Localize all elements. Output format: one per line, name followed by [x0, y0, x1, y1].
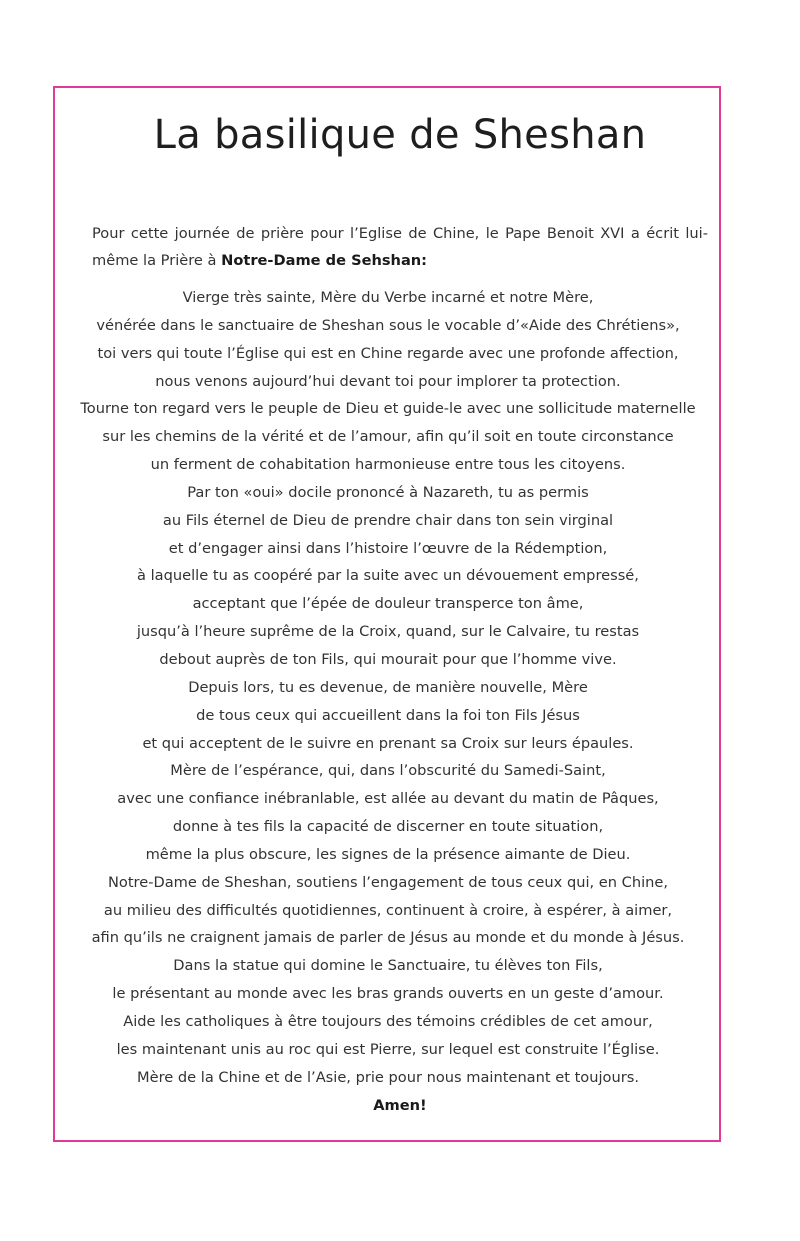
prayer-line: de tous ceux qui accueillent dans la foi ton Fils Jésus: [196, 706, 580, 724]
prayer-line: et qui acceptent de le suivre en prenant sa Croix sur leurs épaules.: [142, 734, 634, 752]
intro-text: Pour cette journée de prière pour l’Eglise de Chine, le Pape Benoit XVI a écrit lui-même la Prière à: [92, 225, 708, 269]
prayer-line: sur les chemins de la vérité et de l’amour, afin qu’il soit en toute circonstance: [102, 428, 674, 446]
prayer-line: jusqu’à l’heure suprême de la Croix, quand, sur le Calvaire, tu restas: [136, 623, 640, 641]
prayer-line: Mère de l’espérance, qui, dans l’obscurité du Samedi-Saint,: [170, 762, 606, 780]
prayer-line: Dans la statue qui domine le Sanctuaire, tu élèves ton Fils,: [173, 957, 603, 975]
prayer-line: au milieu des difficultés quotidiennes, continuent à croire, à espérer, à aimer,: [103, 901, 673, 919]
prayer-line: avec une confiance inébranlable, est allée au devant du matin de Pâques,: [117, 790, 659, 808]
prayer-line: Tourne ton regard vers le peuple de Dieu et guide-le avec une sollicitude maternelle: [80, 400, 696, 418]
prayer-line: nous venons aujourd’hui devant toi pour implorer ta protection.: [155, 372, 621, 390]
prayer-line: Vierge très sainte, Mère du Verbe incarné et notre Mère,: [182, 289, 594, 306]
prayer-line: debout auprès de ton Fils, qui mourait pour que l’homme vive.: [159, 650, 617, 668]
prayer-line: à laquelle tu as coopéré par la suite avec un dévouement empressé,: [137, 567, 639, 585]
intro-paragraph: [92, 220, 708, 274]
prayer-line: afin qu’ils ne craignent jamais de parler de Jésus au monde et du monde à Jésus.: [91, 929, 685, 947]
prayer-line: le présentant au monde avec les bras grands ouverts en un geste d’amour.: [112, 985, 664, 1003]
prayer-line: les maintenant unis au roc qui est Pierre, sur lequel est construite l’Église.: [116, 1040, 660, 1058]
prayer-line: même la plus obscure, les signes de la présence aimante de Dieu.: [145, 845, 631, 863]
prayer-line: Notre-Dame de Sheshan, soutiens l’engagement de tous ceux qui, en Chine,: [107, 873, 669, 891]
prayer-line: et d’engager ainsi dans l’histoire l’œuvre de la Rédemption,: [168, 539, 608, 557]
prayer-line: vénérée dans le sanctuaire de Sheshan sous le vocable d’«Aide des Chrétiens»,: [96, 316, 680, 334]
prayer-line: Aide les catholiques à être toujours des témoins crédibles de cet amour,: [123, 1012, 653, 1030]
prayer-line: Mère de la Chine et de l’Asie, prie pour nous maintenant et toujours.: [137, 1068, 639, 1086]
prayer-line: Depuis lors, tu es devenue, de manière nouvelle, Mère: [188, 678, 588, 696]
prayer-closing: Amen!: [373, 1097, 427, 1114]
prayer-line: Par ton «oui» docile prononcé à Nazareth, tu as permis: [187, 483, 589, 501]
prayer-text: [64, 284, 712, 1091]
page-title: La basilique de Sheshan: [153, 112, 647, 158]
prayer-line: donne à tes fils la capacité de discerner en toute situation,: [172, 818, 604, 836]
prayer-line: au Fils éternel de Dieu de prendre chair dans ton sein virginal: [162, 511, 614, 529]
prayer-line: un ferment de cohabitation harmonieuse entre tous les citoyens.: [150, 456, 626, 474]
prayer-line: acceptant que l’épée de douleur transperce ton âme,: [192, 595, 584, 613]
prayer-line: toi vers qui toute l’Église qui est en Chine regarde avec une profonde affection,: [97, 344, 679, 362]
prayer-name: Notre-Dame de Sehshan:: [221, 252, 428, 269]
